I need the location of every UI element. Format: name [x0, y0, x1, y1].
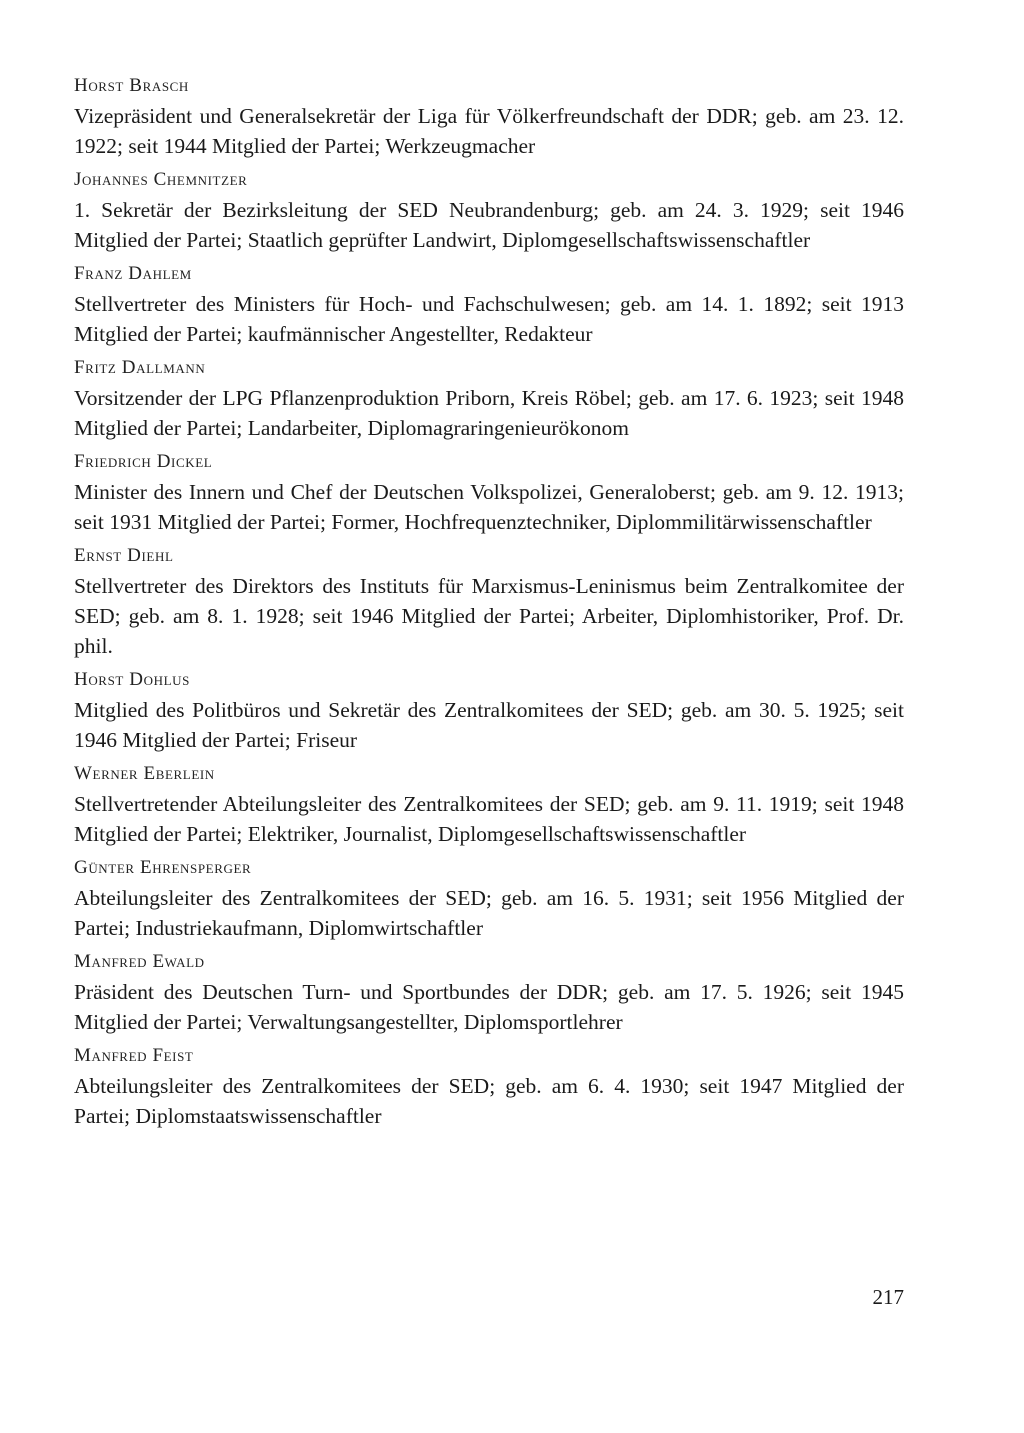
- entry-dohlus: [74, 666, 904, 755]
- person-description: Präsident des Deutschen Turn- und Sportbundes der DDR; geb. am 17. 5. 1926; seit 1945 Mitglied der Partei; Verwaltungsangestellter, Diplomsportlehrer: [74, 980, 904, 1034]
- page-body: [74, 72, 904, 1136]
- entry-eberlein: [74, 760, 904, 849]
- person-name: Horst Brasch: [74, 75, 189, 96]
- person-name: Fritz Dallmann: [74, 357, 206, 378]
- person-name: Friedrich Dickel: [74, 451, 213, 472]
- person-description: Vizepräsident und Generalsekretär der Liga für Völkerfreundschaft der DDR; geb. am 23. 12. 1922; seit 1944 Mitglied der Partei; Werkzeugmacher: [74, 104, 904, 158]
- person-description: Minister des Innern und Chef der Deutschen Volkspolizei, Generaloberst; geb. am 9. 12. 1913; seit 1931 Mitglied der Partei; Former, Hochfrequenztechniker, Diplommilitärwissenschaftler: [74, 480, 904, 534]
- entry-brasch: [74, 72, 904, 161]
- person-name: Franz Dahlem: [74, 263, 192, 284]
- entry-dickel: [74, 448, 904, 537]
- entry-ehrensperger: [74, 854, 904, 943]
- person-description: Stellvertreter des Direktors des Instituts für Marxismus-Leninismus beim Zentralkomitee der SED; geb. am 8. 1. 1928; seit 1946 Mitglied der Partei; Arbeiter, Diplomhistoriker, Prof. Dr. phil.: [74, 574, 904, 658]
- entry-chemnitzer: [74, 166, 904, 255]
- person-description: Stellvertretender Abteilungsleiter des Zentralkomitees der SED; geb. am 9. 11. 1919; seit 1948 Mitglied der Partei; Elektriker, Journalist, Diplomgesellschaftswissenschaftler: [74, 792, 904, 846]
- person-description: 1. Sekretär der Bezirksleitung der SED Neubrandenburg; geb. am 24. 3. 1929; seit 1946 Mitglied der Partei; Staatlich geprüfter Landwirt, Diplomgesellschaftswissenschaftler: [74, 198, 904, 252]
- person-name: Manfred Ewald: [74, 951, 205, 972]
- entry-dahlem: [74, 260, 904, 349]
- person-description: Abteilungsleiter des Zentralkomitees der SED; geb. am 16. 5. 1931; seit 1956 Mitglied der Partei; Industriekaufmann, Diplomwirtschaftler: [74, 886, 904, 940]
- entry-ewald: [74, 948, 904, 1037]
- person-name: Werner Eberlein: [74, 763, 215, 784]
- person-name: Ernst Diehl: [74, 545, 174, 566]
- person-name: Johannes Chemnitzer: [74, 169, 248, 190]
- person-name: Horst Dohlus: [74, 669, 190, 690]
- person-name: Günter Ehrensperger: [74, 857, 252, 878]
- entry-dallmann: [74, 354, 904, 443]
- person-name: Manfred Feist: [74, 1045, 194, 1066]
- person-description: Stellvertreter des Ministers für Hoch- und Fachschulwesen; geb. am 14. 1. 1892; seit 1913 Mitglied der Partei; kaufmännischer Angestellter, Redakteur: [74, 292, 904, 346]
- person-description: Abteilungsleiter des Zentralkomitees der SED; geb. am 6. 4. 1930; seit 1947 Mitglied der Partei; Diplomstaatswissenschaftler: [74, 1074, 904, 1128]
- person-description: Mitglied des Politbüros und Sekretär des Zentralkomitees der SED; geb. am 30. 5. 1925; seit 1946 Mitglied der Partei; Friseur: [74, 698, 904, 752]
- page-number: 217: [872, 1285, 904, 1309]
- person-description: Vorsitzender der LPG Pflanzenproduktion Priborn, Kreis Röbel; geb. am 17. 6. 1923; seit 1948 Mitglied der Partei; Landarbeiter, Diplomagraringenieurökonom: [74, 386, 904, 440]
- entry-diehl: [74, 542, 904, 661]
- entry-feist: [74, 1042, 904, 1131]
